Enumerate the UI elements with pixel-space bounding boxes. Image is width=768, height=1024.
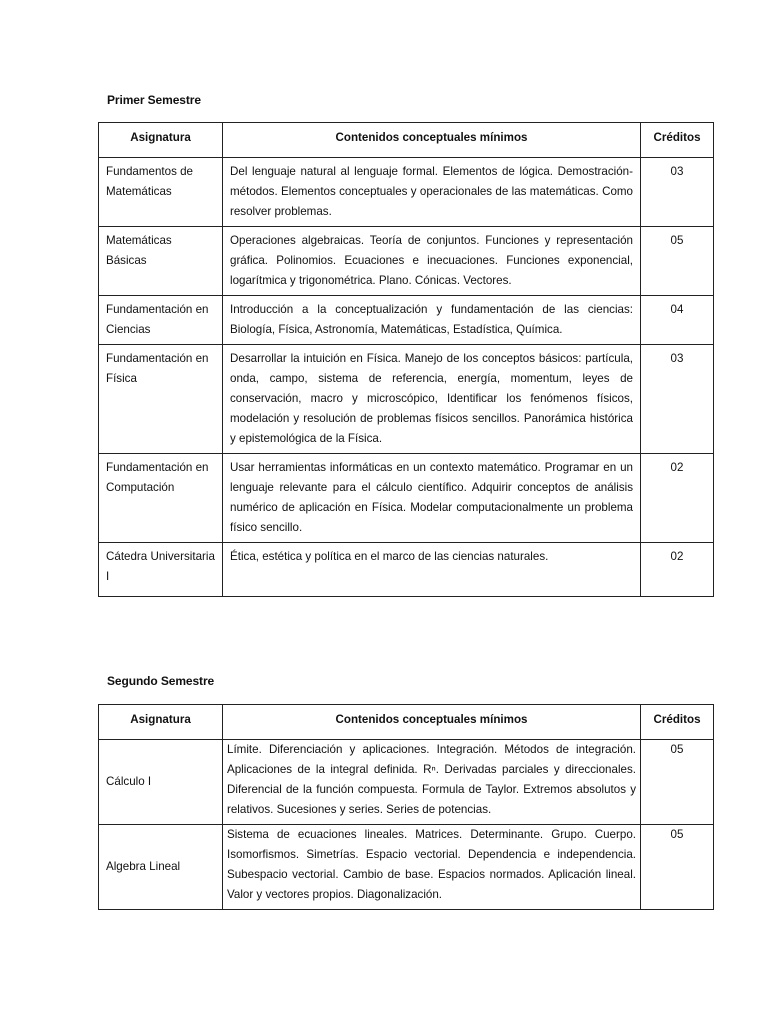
subject-cell: Fundamentación en Ciencias	[99, 296, 223, 345]
table-row	[99, 345, 714, 454]
credits-cell: 02	[641, 543, 714, 597]
table-row	[99, 740, 714, 825]
table-row	[99, 825, 714, 910]
credits-cell: 04	[641, 296, 714, 345]
subject-cell: Cátedra Universitaria I	[99, 543, 223, 597]
table-header-row	[99, 123, 714, 158]
subject-cell: Algebra Lineal	[99, 825, 223, 910]
subject-cell: Cálculo I	[99, 740, 223, 825]
credits-cell: 05	[641, 825, 714, 910]
content-cell: Sistema de ecuaciones lineales. Matrices. Determinante. Grupo. Cuerpo. Isomorfismos. Simetrías. Espacio vectorial. Dependencia e independencia. Subespacio vectorial. Cambio de base. Espacios normados. Aplicación lineal. Valor y vectores propios. Diagonalización.	[223, 825, 641, 910]
content-cell: Del lenguaje natural al lenguaje formal. Elementos de lógica. Demostración-métodos. Elementos conceptuales y operacionales de las matemáticas. Como resolver problemas.	[223, 158, 641, 227]
subject-cell: Fundamentación en Física	[99, 345, 223, 454]
header-contenidos: Contenidos conceptuales mínimos	[223, 123, 641, 158]
table-row	[99, 543, 714, 597]
subject-cell: Fundamentación en Computación	[99, 454, 223, 543]
primer-semestre-table	[98, 122, 714, 597]
header-asignatura: Asignatura	[99, 123, 223, 158]
credits-cell: 02	[641, 454, 714, 543]
table-row	[99, 454, 714, 543]
header-contenidos: Contenidos conceptuales mínimos	[223, 705, 641, 740]
content-cell: Introducción a la conceptualización y fundamentación de las ciencias: Biología, Física, Astronomía, Matemáticas, Estadística, Química.	[223, 296, 641, 345]
content-cell: Desarrollar la intuición en Física. Manejo de los conceptos básicos: partícula, onda, campo, sistema de referencia, energía, momentum, leyes de conservación, macro y microscópico, Identificar los fenómenos físicos, modelación y resolución de problemas físicos sencillos. Panorámica histórica y epistemológica de la Física.	[223, 345, 641, 454]
section-title-segundo-semestre: Segundo Semestre	[107, 674, 215, 688]
credits-cell: 03	[641, 158, 714, 227]
segundo-semestre-table	[98, 704, 714, 910]
content-cell: Límite. Diferenciación y aplicaciones. Integración. Métodos de integración. Aplicaciones de la integral definida. Rⁿ. Derivadas parciales y direccionales. Diferencial de la función compuesta. Formula de Taylor. Extremos absolutos y relativos. Sucesiones y series. Series de potencias.	[223, 740, 641, 825]
content-cell: Usar herramientas informáticas en un contexto matemático. Programar en un lenguaje relevante para el cálculo científico. Adquirir conceptos de análisis numérico de aplicación en Física. Modelar computacionalmente un problema físico sencillo.	[223, 454, 641, 543]
subject-cell: Fundamentos de Matemáticas	[99, 158, 223, 227]
section-title-primer-semestre: Primer Semestre	[107, 93, 201, 107]
table-row	[99, 296, 714, 345]
content-cell: Operaciones algebraicas. Teoría de conjuntos. Funciones y representación gráfica. Polinomios. Ecuaciones e inecuaciones. Funciones exponencial, logarítmica y trigonométrica. Plano. Cónicas. Vectores.	[223, 227, 641, 296]
table-header-row	[99, 705, 714, 740]
header-creditos: Créditos	[641, 123, 714, 158]
table-row	[99, 227, 714, 296]
credits-cell: 05	[641, 740, 714, 825]
header-creditos: Créditos	[641, 705, 714, 740]
header-asignatura: Asignatura	[99, 705, 223, 740]
subject-cell: Matemáticas Básicas	[99, 227, 223, 296]
table-row	[99, 158, 714, 227]
content-cell: Ética, estética y política en el marco de las ciencias naturales.	[223, 543, 641, 597]
credits-cell: 05	[641, 227, 714, 296]
credits-cell: 03	[641, 345, 714, 454]
